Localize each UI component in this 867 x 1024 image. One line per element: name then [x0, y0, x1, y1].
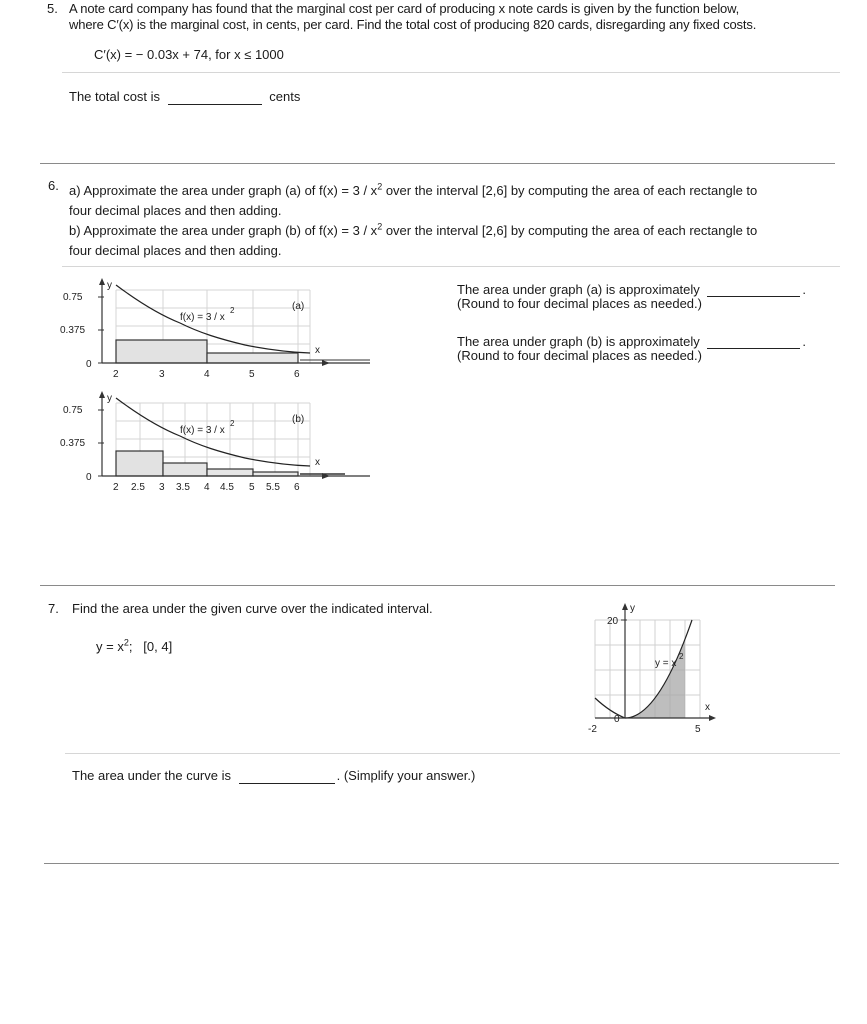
svg-text:5: 5 [695, 724, 701, 735]
svg-text:5: 5 [249, 482, 255, 493]
svg-text:(a): (a) [292, 301, 305, 312]
svg-text:6: 6 [294, 482, 300, 493]
svg-text:0: 0 [614, 714, 620, 725]
graph-b-y-arrow-icon [99, 391, 105, 398]
q7-divider [65, 753, 840, 754]
graph-b-rect-1 [116, 451, 163, 476]
graph-a [60, 275, 380, 385]
svg-text:0: 0 [86, 359, 92, 370]
svg-text:f(x) = 3 / x: f(x) = 3 / x [180, 425, 225, 436]
q6-answer-a-input[interactable] [707, 278, 800, 297]
graph-b-rect-3 [207, 469, 253, 476]
q7-answer-suffix: . (Simplify your answer.) [336, 768, 476, 783]
svg-text:-2: -2 [588, 724, 597, 735]
graph-b-rect-4 [253, 472, 298, 476]
section-divider-5-6 [40, 163, 835, 164]
bottom-divider [44, 863, 839, 864]
svg-text:0: 0 [86, 472, 92, 483]
svg-text:f(x) = 3 / x: f(x) = 3 / x [180, 312, 225, 323]
svg-text:0.75: 0.75 [63, 292, 83, 303]
graph-q7 [585, 600, 720, 740]
q6-answer-b-hint: (Round to four decimal places as needed.) [457, 348, 702, 363]
q5-formula: C′(x) = − 0.03x + 74, for x ≤ 1000 [94, 47, 284, 62]
q6-number: 6. [48, 178, 59, 193]
q7-answer-row [72, 761, 475, 785]
q7-answer-input[interactable] [239, 765, 335, 784]
q7-answer-prefix: The area under the curve is [72, 768, 231, 783]
q5-number: 5. [47, 1, 58, 16]
svg-text:4.5: 4.5 [220, 482, 234, 493]
section-divider-6-7 [40, 585, 835, 586]
q6-answer-b-row: The area under graph (b) is approximately . [457, 327, 806, 351]
svg-text:2: 2 [113, 482, 119, 493]
q6-part-b-line2: four decimal places and then adding. [69, 243, 282, 258]
q7-function: $y = x^2$; [0, 4] [96, 637, 173, 654]
svg-text:(b): (b) [292, 414, 305, 425]
q5-prompt-line1: A note card company has found that the marginal cost per card of producing x note cards is given by the function below, [69, 1, 740, 16]
q5-answer-input[interactable] [168, 86, 262, 105]
q5-answer-suffix: cents [269, 89, 301, 104]
svg-text:0.375: 0.375 [60, 325, 86, 336]
q6-answer-a-hint: (Round to four decimal places as needed.) [457, 296, 702, 311]
svg-text:y = x: y = x [655, 658, 677, 669]
q6-answer-b-prefix: The area under graph (b) is approximately [457, 334, 700, 349]
graph-q7-x-arrow-icon [709, 715, 716, 721]
graph-a-labels [60, 280, 320, 380]
graph-b-labels [60, 393, 320, 493]
q7-prompt: Find the area under the given curve over the indicated interval. [72, 601, 433, 616]
svg-text:4: 4 [204, 369, 210, 380]
q6-part-b-line1: b) Approximate the area under graph (b) of $f(x) = 3 / x^2$ over the interval [2,6] by computing the area of each rectangle to [69, 221, 758, 238]
svg-text:x: x [705, 702, 710, 713]
graph-q7-y-arrow-icon [622, 603, 628, 610]
svg-text:x: x [315, 345, 320, 356]
q6-answer-a-row: The area under graph (a) is approximately . [457, 275, 806, 299]
svg-text:5.5: 5.5 [266, 482, 280, 493]
svg-text:2: 2 [113, 369, 119, 380]
svg-text:2.5: 2.5 [131, 482, 145, 493]
graph-a-y-arrow-icon [99, 278, 105, 285]
graph-a-x-arrow-icon [322, 360, 330, 366]
svg-text:y: y [630, 603, 635, 614]
graph-a-rect-2 [207, 353, 298, 363]
q5-prompt-line2: where C′(x) is the marginal cost, in cents, per card. Find the total cost of producing 820 cards, disregarding any fixed costs. [69, 17, 757, 32]
svg-text:3.5: 3.5 [176, 482, 190, 493]
q6-part-a-line1: a) Approximate the area under graph (a) of $f(x) = 3 / x^2$ over the interval [2,6] by computing the area of each rectangle to [69, 181, 758, 198]
svg-text:2: 2 [230, 419, 235, 428]
svg-text:5: 5 [249, 369, 255, 380]
svg-text:3: 3 [159, 369, 165, 380]
svg-text:y: y [107, 393, 112, 404]
svg-text:3: 3 [159, 482, 165, 493]
svg-text:0.75: 0.75 [63, 405, 83, 416]
graph-b-rect-2 [163, 463, 207, 476]
q6-answer-b-input[interactable] [707, 330, 800, 349]
svg-text:4: 4 [204, 482, 210, 493]
graph-b [60, 388, 380, 498]
svg-text:20: 20 [607, 616, 619, 627]
svg-text:2: 2 [679, 652, 684, 661]
q6-part-a-line2: four decimal places and then adding. [69, 203, 282, 218]
svg-text:0.375: 0.375 [60, 438, 86, 449]
graph-a-rect-1 [116, 340, 207, 363]
svg-text:y: y [107, 280, 112, 291]
svg-text:2: 2 [230, 306, 235, 315]
q5-answer-prefix: The total cost is [69, 89, 161, 104]
q6-divider [62, 266, 840, 267]
q6-answer-a-prefix: The area under graph (a) is approximately [457, 282, 700, 297]
svg-text:x: x [315, 457, 320, 468]
q5-answer-row [69, 82, 300, 106]
q7-number: 7. [48, 601, 59, 616]
svg-text:6: 6 [294, 369, 300, 380]
q5-divider [62, 72, 840, 73]
